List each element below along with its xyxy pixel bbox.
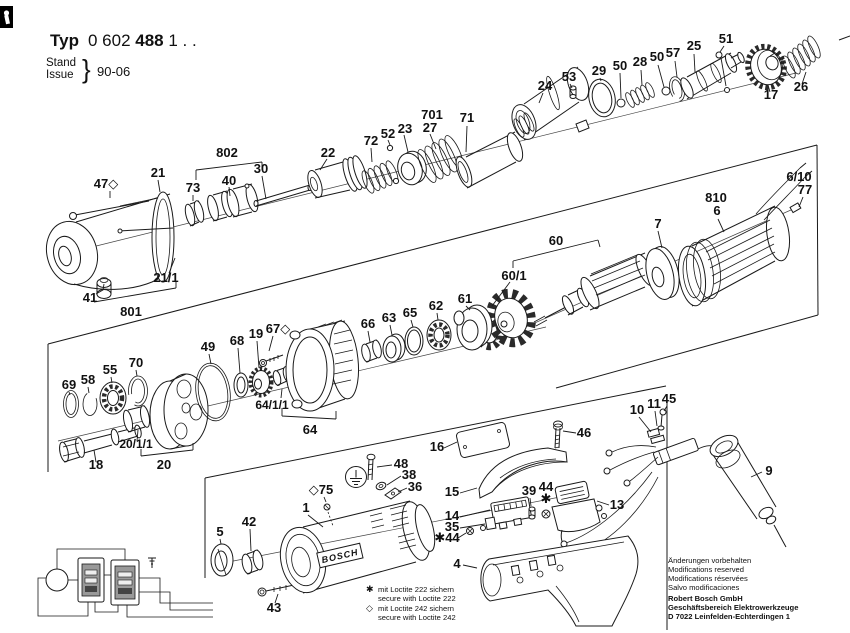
part-41-plug (97, 278, 111, 299)
part-28-spring (624, 81, 656, 108)
part-19-gear (251, 369, 271, 395)
label-6: 6 (713, 203, 721, 218)
label-53: 53 (561, 69, 577, 84)
legend-star-en: secure with Loctite 222 (378, 594, 456, 603)
footer-line-3: Modifications réservées (668, 574, 748, 583)
part-1-motor-housing (275, 499, 439, 597)
part-30-shaft (254, 185, 312, 207)
label-58: 58 (80, 372, 96, 387)
label-55: 55 (102, 362, 118, 377)
part-61-bearing-plate (454, 305, 492, 350)
part-52-balls (387, 145, 398, 183)
label-44b-star: ✱ (540, 491, 552, 506)
label-26: 26 (793, 79, 809, 94)
part-22-spindle (305, 154, 370, 199)
label-77: 77 (797, 182, 813, 197)
part-69-ring (64, 391, 79, 418)
part-13-switch (552, 481, 607, 551)
label-19: 19 (248, 326, 264, 341)
label-6-10: 6/10 (786, 169, 812, 184)
label-21: 21 (150, 165, 166, 180)
footer-block (668, 556, 798, 621)
label-22: 22 (320, 145, 336, 160)
label-49: 49 (200, 339, 216, 354)
part-64-ring-gear-housing (286, 320, 362, 411)
label-18: 18 (88, 457, 104, 472)
label-50a: 50 (612, 58, 628, 73)
footer-line-4: Salvo modificaciones (668, 583, 740, 592)
switch-symbol-2 (111, 560, 139, 605)
label-35: 35 (444, 519, 460, 534)
label-45: 45 (661, 391, 677, 406)
ground-symbol-small (148, 558, 156, 568)
label-16: 16 (429, 439, 445, 454)
label-60: 60 (548, 233, 564, 248)
part-16-plate (456, 422, 511, 459)
part-50-ball-2 (662, 87, 670, 95)
label-5: 5 (216, 524, 224, 539)
type-value-3: 1 . . (163, 31, 197, 50)
part-45-screw (658, 409, 666, 430)
label-50b: 50 (649, 49, 665, 64)
part-68-washer (234, 373, 248, 397)
label-24: 24 (537, 78, 553, 93)
part-50-ball-1 (617, 99, 625, 107)
label-41: 41 (82, 290, 98, 305)
label-48: 48 (393, 456, 409, 471)
label-43: 43 (266, 600, 282, 615)
part-25-shaft (678, 51, 745, 99)
label-4: 4 (453, 556, 461, 571)
brand-plate (317, 543, 363, 568)
part-29-ring (585, 77, 618, 120)
part-66-sleeve (360, 339, 383, 362)
part-71-tube (453, 131, 526, 189)
part-24-sleeve (508, 65, 593, 143)
footer-line-2: Modifications reserved (668, 565, 744, 574)
label-801: 801 (120, 304, 142, 319)
part-67-screw (260, 355, 284, 367)
part-44-screw-2 (542, 510, 550, 518)
label-62: 62 (428, 298, 444, 313)
company-division: Geschäftsbereich Elektrowerkzeuge (668, 603, 799, 612)
label-25: 25 (686, 38, 702, 53)
label-70: 70 (128, 355, 144, 370)
label-63: 63 (381, 310, 397, 325)
stand-label: Stand (46, 57, 77, 69)
part-6-field-stator (675, 163, 812, 308)
label-64: 64 (302, 422, 318, 437)
svg-text:Typ (50, 31, 79, 50)
label-52: 52 (380, 126, 396, 141)
label-13: 13 (609, 497, 625, 512)
part-63-bushing (383, 334, 405, 362)
label-68: 68 (229, 333, 245, 348)
label-72: 72 (363, 133, 379, 148)
diamond-icon: ◇ (366, 604, 373, 614)
label-69: 69 (61, 377, 77, 392)
brace: } (82, 54, 91, 84)
brand-text: BOSCH (320, 546, 360, 566)
label-67: 67◇ (265, 321, 291, 336)
part-23-washer (394, 148, 429, 187)
label-44b: 44 (538, 479, 554, 494)
label-20-1-1: 20/1/1 (119, 437, 153, 451)
label-810: 810 (705, 190, 727, 205)
part-55-bearing (100, 382, 126, 414)
switch-symbol-1 (78, 558, 104, 602)
part-58-clip (83, 393, 97, 416)
label-71: 71 (459, 110, 475, 125)
part-48-screw (367, 454, 375, 480)
type-value-2: 488 (135, 31, 164, 50)
part-46-screw (554, 421, 563, 448)
legend-star-de: mit Loctite 222 sichern (378, 585, 454, 594)
label-51: 51 (718, 31, 734, 46)
issue-date: 90-06 (97, 64, 131, 79)
part-26-spring (780, 34, 822, 79)
earth-ground-icon (346, 467, 367, 488)
cord-assembly (604, 409, 712, 486)
label-7: 7 (654, 216, 662, 231)
label-60-1: 60/1 (501, 268, 527, 283)
label-17: 17 (763, 87, 779, 102)
label-38: 38 (401, 467, 417, 482)
label-47: 47◇ (93, 176, 119, 191)
svg-text:0 602 488 1 . . (88, 31, 197, 50)
label-28: 28 (632, 54, 648, 69)
part-73-ring (183, 200, 205, 227)
part-70-snap-ring (129, 376, 148, 406)
label-65: 65 (402, 305, 418, 320)
label-61: 61 (457, 291, 473, 306)
hand-cursor-icon (0, 6, 13, 28)
part-9-cord-sleeve (707, 431, 786, 547)
label-23: 23 (397, 121, 413, 136)
loctite-legend (366, 585, 456, 622)
footer-line-1: Änderungen vorbehalten (668, 556, 752, 565)
legend-diamond-en: secure with Loctite 242 (378, 613, 456, 622)
star-icon: ✱ (366, 585, 374, 595)
motor-assembly (472, 163, 812, 350)
label-57: 57 (665, 45, 681, 60)
part-65-ring (405, 327, 423, 355)
label-42: 42 (241, 514, 257, 529)
part-62-bearing (427, 320, 451, 350)
label-73: 73 (185, 180, 201, 195)
type-label: Typ (50, 31, 79, 50)
part-36-clamp (385, 488, 401, 499)
type-value-1: 0 602 (88, 31, 136, 50)
part-40-sleeve (205, 183, 260, 221)
label-39: 39 (521, 483, 537, 498)
label-44a: ✱44 (434, 530, 460, 545)
label-29: 29 (591, 63, 607, 78)
label-14: 14 (444, 508, 460, 523)
label-46: 46 (576, 425, 592, 440)
legend-diamond-de: mit Loctite 242 sichern (378, 604, 454, 613)
part-20-planet-carrier (150, 374, 208, 449)
label-30: 30 (253, 161, 269, 176)
label-66: 66 (360, 316, 376, 331)
part-5-ring (211, 544, 233, 576)
issue-label: Issue (46, 69, 74, 81)
label-10: 10 (629, 402, 645, 417)
label-40: 40 (221, 173, 237, 188)
label-20: 20 (156, 457, 172, 472)
label-802: 802 (216, 145, 238, 160)
label-27: 27 (422, 120, 438, 135)
wiring-diagram (38, 549, 213, 617)
part-42-sleeve (241, 549, 265, 574)
part-4-housing-shell (481, 536, 638, 626)
part-35-bracket (481, 517, 496, 530)
part-44-screw-1 (467, 528, 474, 535)
label-75: ◇75 (308, 482, 334, 497)
part-38-washer (375, 481, 387, 491)
label-21-1: 21/1 (153, 270, 179, 285)
title-block (46, 31, 197, 84)
label-64-1-1: 64/1/1 (255, 398, 289, 412)
company-name: Robert Bosch GmbH (668, 594, 743, 603)
label-701: 701 (421, 107, 443, 122)
label-11: 11 (647, 396, 661, 411)
company-address: D 7022 Leinfelden-Echterdingen 1 (668, 612, 790, 621)
label-9: 9 (765, 463, 773, 478)
part-14-switch-block (491, 497, 533, 530)
label-15: 15 (444, 484, 460, 499)
label-1: 1 (302, 500, 310, 515)
label-36: 36 (407, 479, 423, 494)
part-7-washer (641, 244, 684, 303)
part-75-screw (324, 504, 333, 526)
part-43-screw (258, 585, 294, 596)
